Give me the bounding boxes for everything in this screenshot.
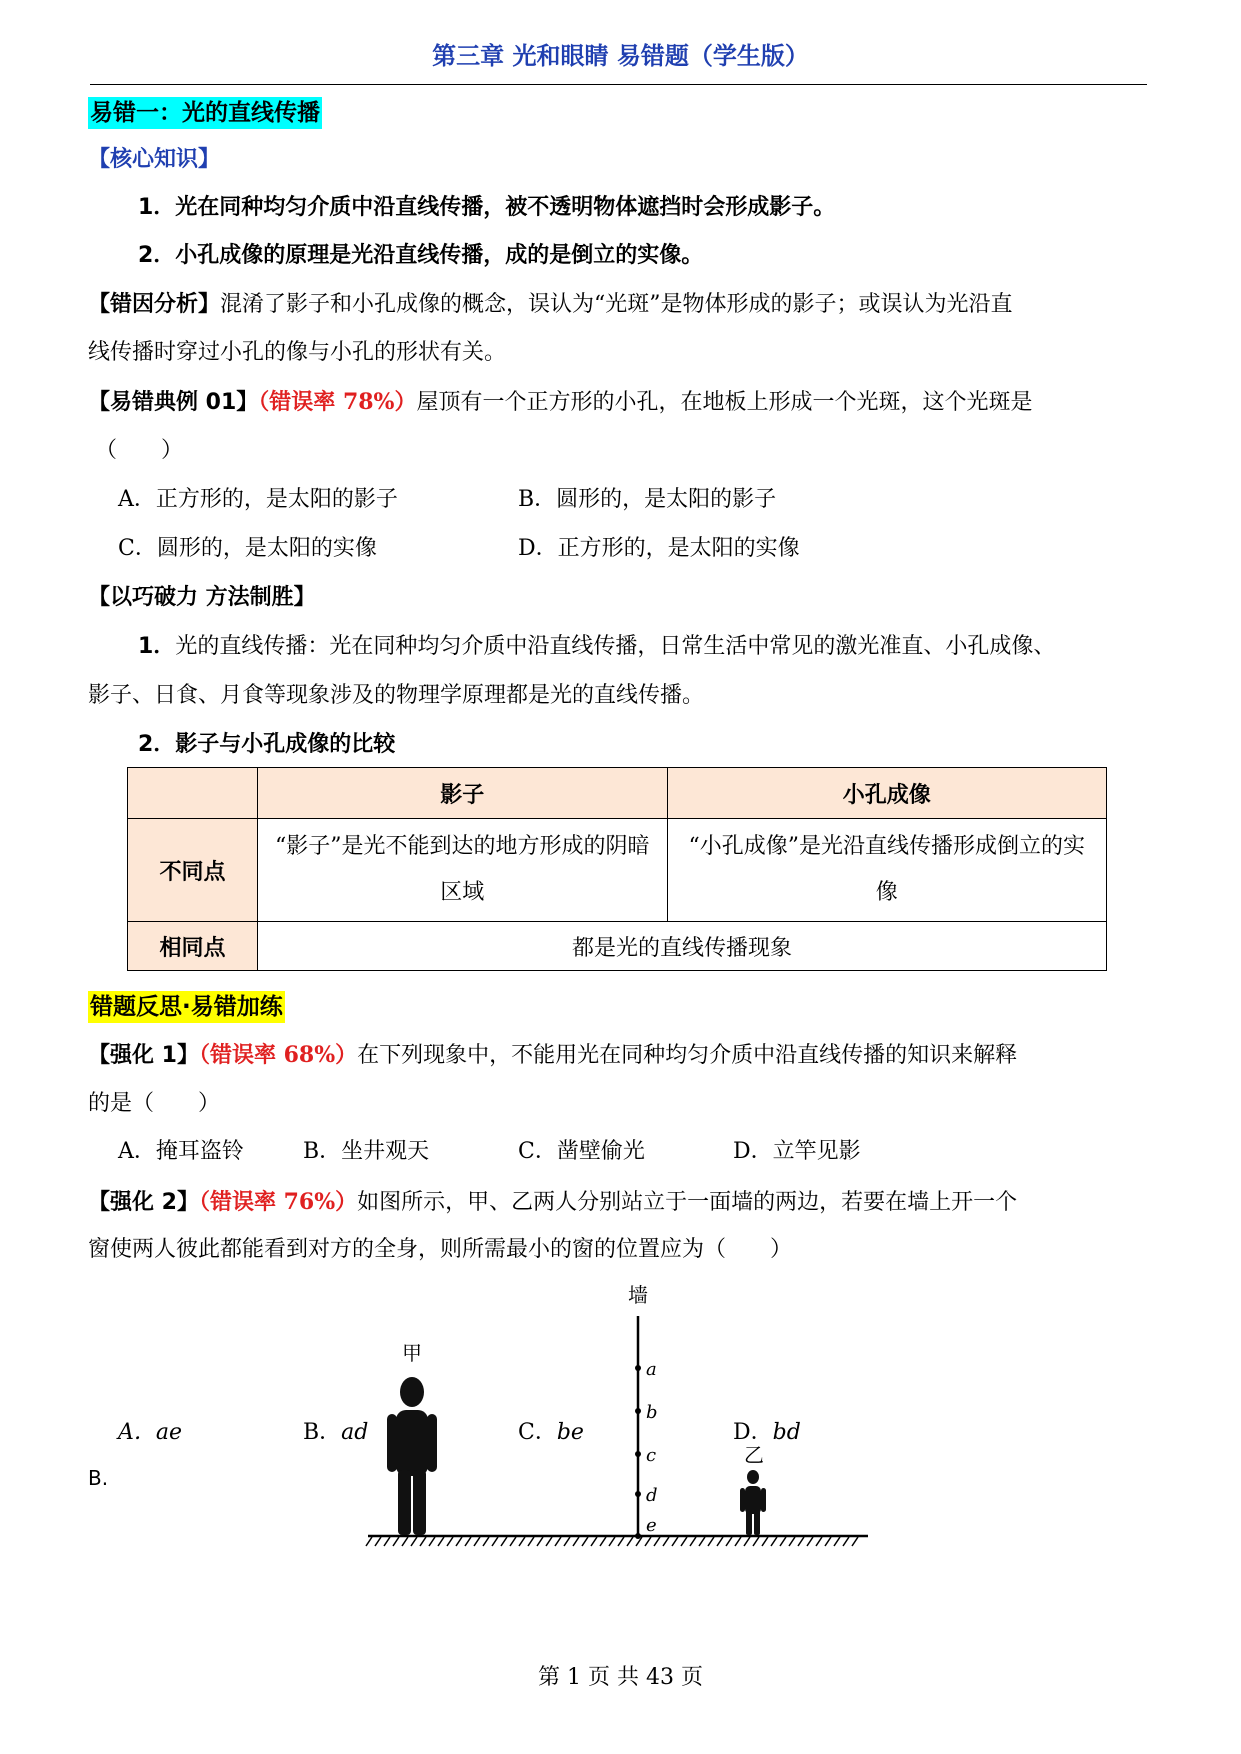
hatch-stroke bbox=[708, 1537, 714, 1546]
hatch-stroke bbox=[537, 1537, 543, 1546]
hatch-stroke bbox=[744, 1537, 750, 1546]
point-a-label: a bbox=[646, 1359, 657, 1380]
question-2-option-b: B．ad bbox=[303, 1420, 369, 1445]
example-option-a: A．正方形的，是太阳的影子 bbox=[118, 487, 398, 512]
question-2-option-a: A．ae bbox=[118, 1420, 183, 1445]
core-point-2: 2．小孔成像的原理是光沿直线传播，成的是倒立的实像。 bbox=[138, 243, 704, 268]
hatch-stroke bbox=[717, 1537, 723, 1546]
hatch-stroke bbox=[582, 1537, 588, 1546]
error-analysis-text: 混淆了影子和小孔成像的概念，误认为“光斑”是物体形成的影子；或误认为光沿直 bbox=[220, 292, 1013, 317]
hatch-stroke bbox=[609, 1537, 615, 1546]
hatch-stroke bbox=[834, 1537, 840, 1546]
wall-label: 墙 bbox=[628, 1283, 648, 1307]
point-d-label: d bbox=[646, 1485, 658, 1506]
hatch-stroke bbox=[456, 1537, 462, 1546]
table-cell-pinhole-difference: “小孔成像”是光沿直线传播形成倒立的实像 bbox=[667, 819, 1106, 922]
core-point-1: 1．光在同种均匀介质中沿直线传播，被不透明物体遮挡时会形成影子。 bbox=[138, 195, 836, 220]
example-option-b: B．圆形的，是太阳的影子 bbox=[518, 487, 777, 512]
hatch-stroke bbox=[447, 1537, 453, 1546]
hatch-stroke bbox=[771, 1537, 777, 1546]
question-2-error-rate: （错误率 76%） bbox=[198, 1189, 358, 1215]
comparison-table bbox=[127, 767, 1107, 971]
example-question bbox=[88, 386, 1032, 419]
person-jia-figure bbox=[387, 1377, 437, 1535]
example-option-c: C．圆形的，是太阳的实像 bbox=[118, 536, 377, 561]
error-analysis bbox=[88, 289, 1013, 321]
page-number: 第 1 页 共 43 页 bbox=[538, 1665, 703, 1690]
hatch-stroke bbox=[735, 1537, 741, 1546]
question-1-option-b: B．坐井观天 bbox=[303, 1139, 430, 1164]
question-2-label: 【强化 2】 bbox=[88, 1190, 199, 1215]
wall-diagram bbox=[350, 1280, 890, 1550]
hatch-stroke bbox=[690, 1537, 696, 1546]
hatch-stroke bbox=[816, 1537, 822, 1546]
hatch-stroke bbox=[681, 1537, 687, 1546]
hatch-stroke bbox=[492, 1537, 498, 1546]
table-corner bbox=[128, 768, 258, 819]
hatch-stroke bbox=[510, 1537, 516, 1546]
question-1 bbox=[88, 1039, 1017, 1072]
table-row-head-similarity: 相同点 bbox=[128, 922, 258, 971]
hatch-stroke bbox=[852, 1537, 858, 1546]
hatch-stroke bbox=[384, 1537, 390, 1546]
table-header-pinhole: 小孔成像 bbox=[667, 768, 1106, 819]
person-yi-label: 乙 bbox=[744, 1443, 764, 1467]
hatch-stroke bbox=[402, 1537, 408, 1546]
hatch-stroke bbox=[465, 1537, 471, 1546]
hatch-stroke bbox=[762, 1537, 768, 1546]
example-error-rate: （错误率 78%） bbox=[258, 389, 417, 415]
hatch-stroke bbox=[753, 1537, 759, 1546]
hatch-stroke bbox=[645, 1537, 651, 1546]
question-2-option-c: C．be bbox=[518, 1420, 584, 1445]
hatch-stroke bbox=[699, 1537, 705, 1546]
point-c-label: c bbox=[646, 1445, 657, 1466]
hatch-stroke bbox=[519, 1537, 525, 1546]
hatch-stroke bbox=[798, 1537, 804, 1546]
question-1-option-c: C．凿壁偷光 bbox=[518, 1139, 645, 1164]
hatch-stroke bbox=[780, 1537, 786, 1546]
example-question-text: 屋顶有一个正方形的小孔，在地板上形成一个光斑，这个光斑是 bbox=[416, 390, 1033, 415]
question-1-option-d: D．立竿见影 bbox=[733, 1139, 861, 1164]
hatch-stroke bbox=[546, 1537, 552, 1546]
person-jia-label: 甲 bbox=[402, 1341, 422, 1365]
question-1-option-a: A．掩耳盗铃 bbox=[118, 1139, 244, 1164]
hatch-stroke bbox=[825, 1537, 831, 1546]
hatch-stroke bbox=[528, 1537, 534, 1546]
hatch-stroke bbox=[600, 1537, 606, 1546]
question-2-line2: 窗使两人彼此都能看到对方的全身，则所需最小的窗的位置应为（ ） bbox=[88, 1237, 793, 1262]
question-1-text: 在下列现象中，不能用光在同种均匀介质中沿直线传播的知识来解释 bbox=[357, 1043, 1018, 1068]
hatch-stroke bbox=[807, 1537, 813, 1546]
hatch-stroke bbox=[663, 1537, 669, 1546]
hatch-stroke bbox=[483, 1537, 489, 1546]
method-point-1-line2: 影子、日食、月食等现象涉及的物理学原理都是光的直线传播。 bbox=[88, 683, 705, 708]
hatch-stroke bbox=[591, 1537, 597, 1546]
hatch-stroke bbox=[420, 1537, 426, 1546]
hatch-stroke bbox=[843, 1537, 849, 1546]
question-2-text: 如图所示，甲、乙两人分别站立于一面墙的两边，若要在墙上开一个 bbox=[357, 1190, 1018, 1215]
hatch-stroke bbox=[726, 1537, 732, 1546]
table-header-shadow: 影子 bbox=[257, 768, 667, 819]
hatch-stroke bbox=[564, 1537, 570, 1546]
question-2-option-d: D．bd bbox=[733, 1420, 801, 1445]
point-c-dot bbox=[635, 1451, 641, 1457]
point-e-label: e bbox=[646, 1515, 657, 1536]
person-yi-figure bbox=[740, 1470, 766, 1535]
hatch-stroke bbox=[393, 1537, 399, 1546]
hatch-stroke bbox=[429, 1537, 435, 1546]
table-cell-shadow-difference: “影子”是光不能到达的地方形成的阴暗区域 bbox=[257, 819, 667, 922]
ground-hatching bbox=[366, 1537, 858, 1546]
table-cell-similarity: 都是光的直线传播现象 bbox=[257, 922, 1106, 971]
question-1-label: 【强化 1】 bbox=[88, 1043, 199, 1068]
hatch-stroke bbox=[555, 1537, 561, 1546]
point-a-dot bbox=[635, 1365, 641, 1371]
hatch-stroke bbox=[654, 1537, 660, 1546]
example-option-d: D．正方形的，是太阳的实像 bbox=[518, 536, 800, 561]
hatch-stroke bbox=[672, 1537, 678, 1546]
point-b-label: b bbox=[646, 1402, 658, 1423]
page-title: 第三章 光和眼睛 易错题（学生版） bbox=[432, 42, 809, 70]
hatch-stroke bbox=[474, 1537, 480, 1546]
question-1-line2: 的是（ ） bbox=[88, 1091, 221, 1116]
point-b-dot bbox=[635, 1408, 641, 1414]
hatch-stroke bbox=[375, 1537, 381, 1546]
hatch-stroke bbox=[618, 1537, 624, 1546]
point-d-dot bbox=[635, 1491, 641, 1497]
section-heading-2: 错题反思·易错加练 bbox=[88, 988, 285, 1021]
hatch-stroke bbox=[501, 1537, 507, 1546]
question-2 bbox=[88, 1186, 1017, 1219]
hatch-stroke bbox=[438, 1537, 444, 1546]
method-point-1: 1．光的直线传播：光在同种均匀介质中沿直线传播，日常生活中常见的激光准直、小孔成像、 bbox=[138, 634, 1056, 659]
method-point-2: 2．影子与小孔成像的比较 bbox=[138, 732, 396, 757]
hatch-stroke bbox=[411, 1537, 417, 1546]
table-row-head-difference: 不同点 bbox=[128, 819, 258, 922]
method-label: 【以巧破力 方法制胜】 bbox=[88, 585, 316, 610]
header-divider bbox=[90, 84, 1147, 85]
example-label: 【易错典例 01】 bbox=[88, 390, 259, 415]
error-analysis-line2: 线传播时穿过小孔的像与小孔的形状有关。 bbox=[88, 340, 507, 365]
hatch-stroke bbox=[366, 1537, 372, 1546]
question-1-error-rate: （错误率 68%） bbox=[198, 1042, 358, 1068]
hatch-stroke bbox=[573, 1537, 579, 1546]
core-knowledge-label: 【核心知识】 bbox=[88, 147, 221, 172]
example-question-blank: （ ） bbox=[95, 438, 184, 463]
section-heading-1: 易错一：光的直线传播 bbox=[88, 94, 322, 127]
hatch-stroke bbox=[789, 1537, 795, 1546]
error-analysis-label: 【错因分析】 bbox=[88, 292, 221, 317]
answer-text: B. bbox=[88, 1466, 109, 1490]
hatch-stroke bbox=[627, 1537, 633, 1546]
